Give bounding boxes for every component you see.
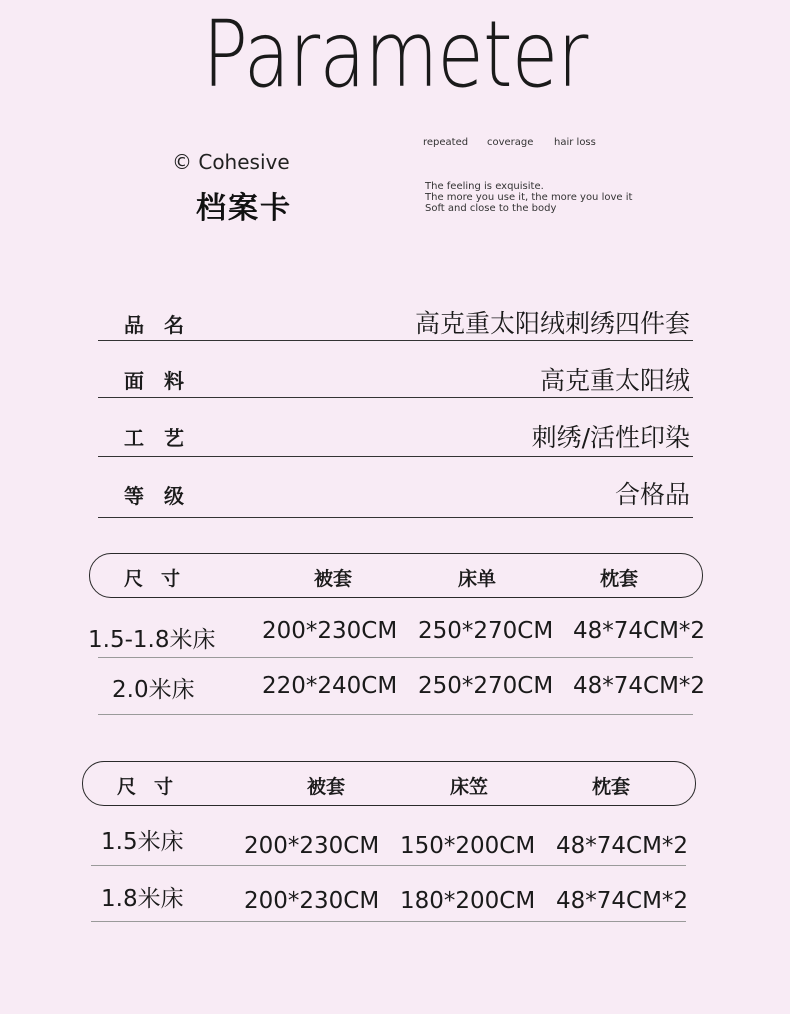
param-value: 合格品 [614,480,690,509]
param-label: 品名 [124,313,204,337]
table-cell: 1.5-1.8米床 [88,627,216,653]
header-cell: 枕套 [592,776,631,798]
keyword-repeated: repeated [423,137,469,148]
table-cell: 200*230CM [244,833,380,859]
param-value: 高克重太阳绒刺绣四件套 [414,309,690,338]
keyword-hair-loss: hair loss [554,137,596,148]
table-cell: 250*270CM [418,673,554,699]
header-cell-size: 尺寸 [117,776,192,798]
header-cell-size: 尺寸 [124,568,199,590]
table-cell: 200*230CM [244,888,380,914]
table-cell: 48*74CM*2 [556,833,689,859]
divider [98,397,693,398]
tagline-line: The feeling is exquisite. [425,181,544,192]
divider [91,921,686,922]
table-cell: 220*240CM [262,673,398,699]
divider [98,657,693,658]
table-cell: 200*230CM [262,618,398,644]
header-cell: 被套 [307,776,346,798]
table-cell: 48*74CM*2 [556,888,689,914]
tagline-line: The more you use it, the more you love it [425,192,633,203]
tagline-block [425,181,632,214]
header-cell: 床单 [458,568,497,590]
param-value: 高克重太阳绒 [539,366,690,395]
brand-name: © Cohesive [172,150,290,174]
table-cell: 2.0米床 [112,677,195,703]
table-cell: 250*270CM [418,618,554,644]
table-cell: 1.8米床 [101,886,184,912]
divider [98,456,693,457]
param-label: 面料 [124,369,204,393]
divider [91,865,686,866]
param-value: 刺绣/活性印染 [531,423,690,452]
header-cell: 床笠 [450,776,489,798]
table-cell: 1.5米床 [101,829,184,855]
header-cell: 被套 [314,568,353,590]
header-cell: 枕套 [600,568,639,590]
page-title: Parameter [202,1,588,108]
param-label: 工艺 [124,426,204,450]
table-cell: 180*200CM [400,888,536,914]
divider [98,714,693,715]
card-title: 档案卡 [196,191,292,226]
table-cell: 150*200CM [400,833,536,859]
divider [98,340,693,341]
param-label: 等级 [124,484,204,508]
tagline-line: Soft and close to the body [425,203,557,214]
keyword-coverage: coverage [487,137,534,148]
divider [98,517,693,518]
table-cell: 48*74CM*2 [573,618,706,644]
table-cell: 48*74CM*2 [573,673,706,699]
